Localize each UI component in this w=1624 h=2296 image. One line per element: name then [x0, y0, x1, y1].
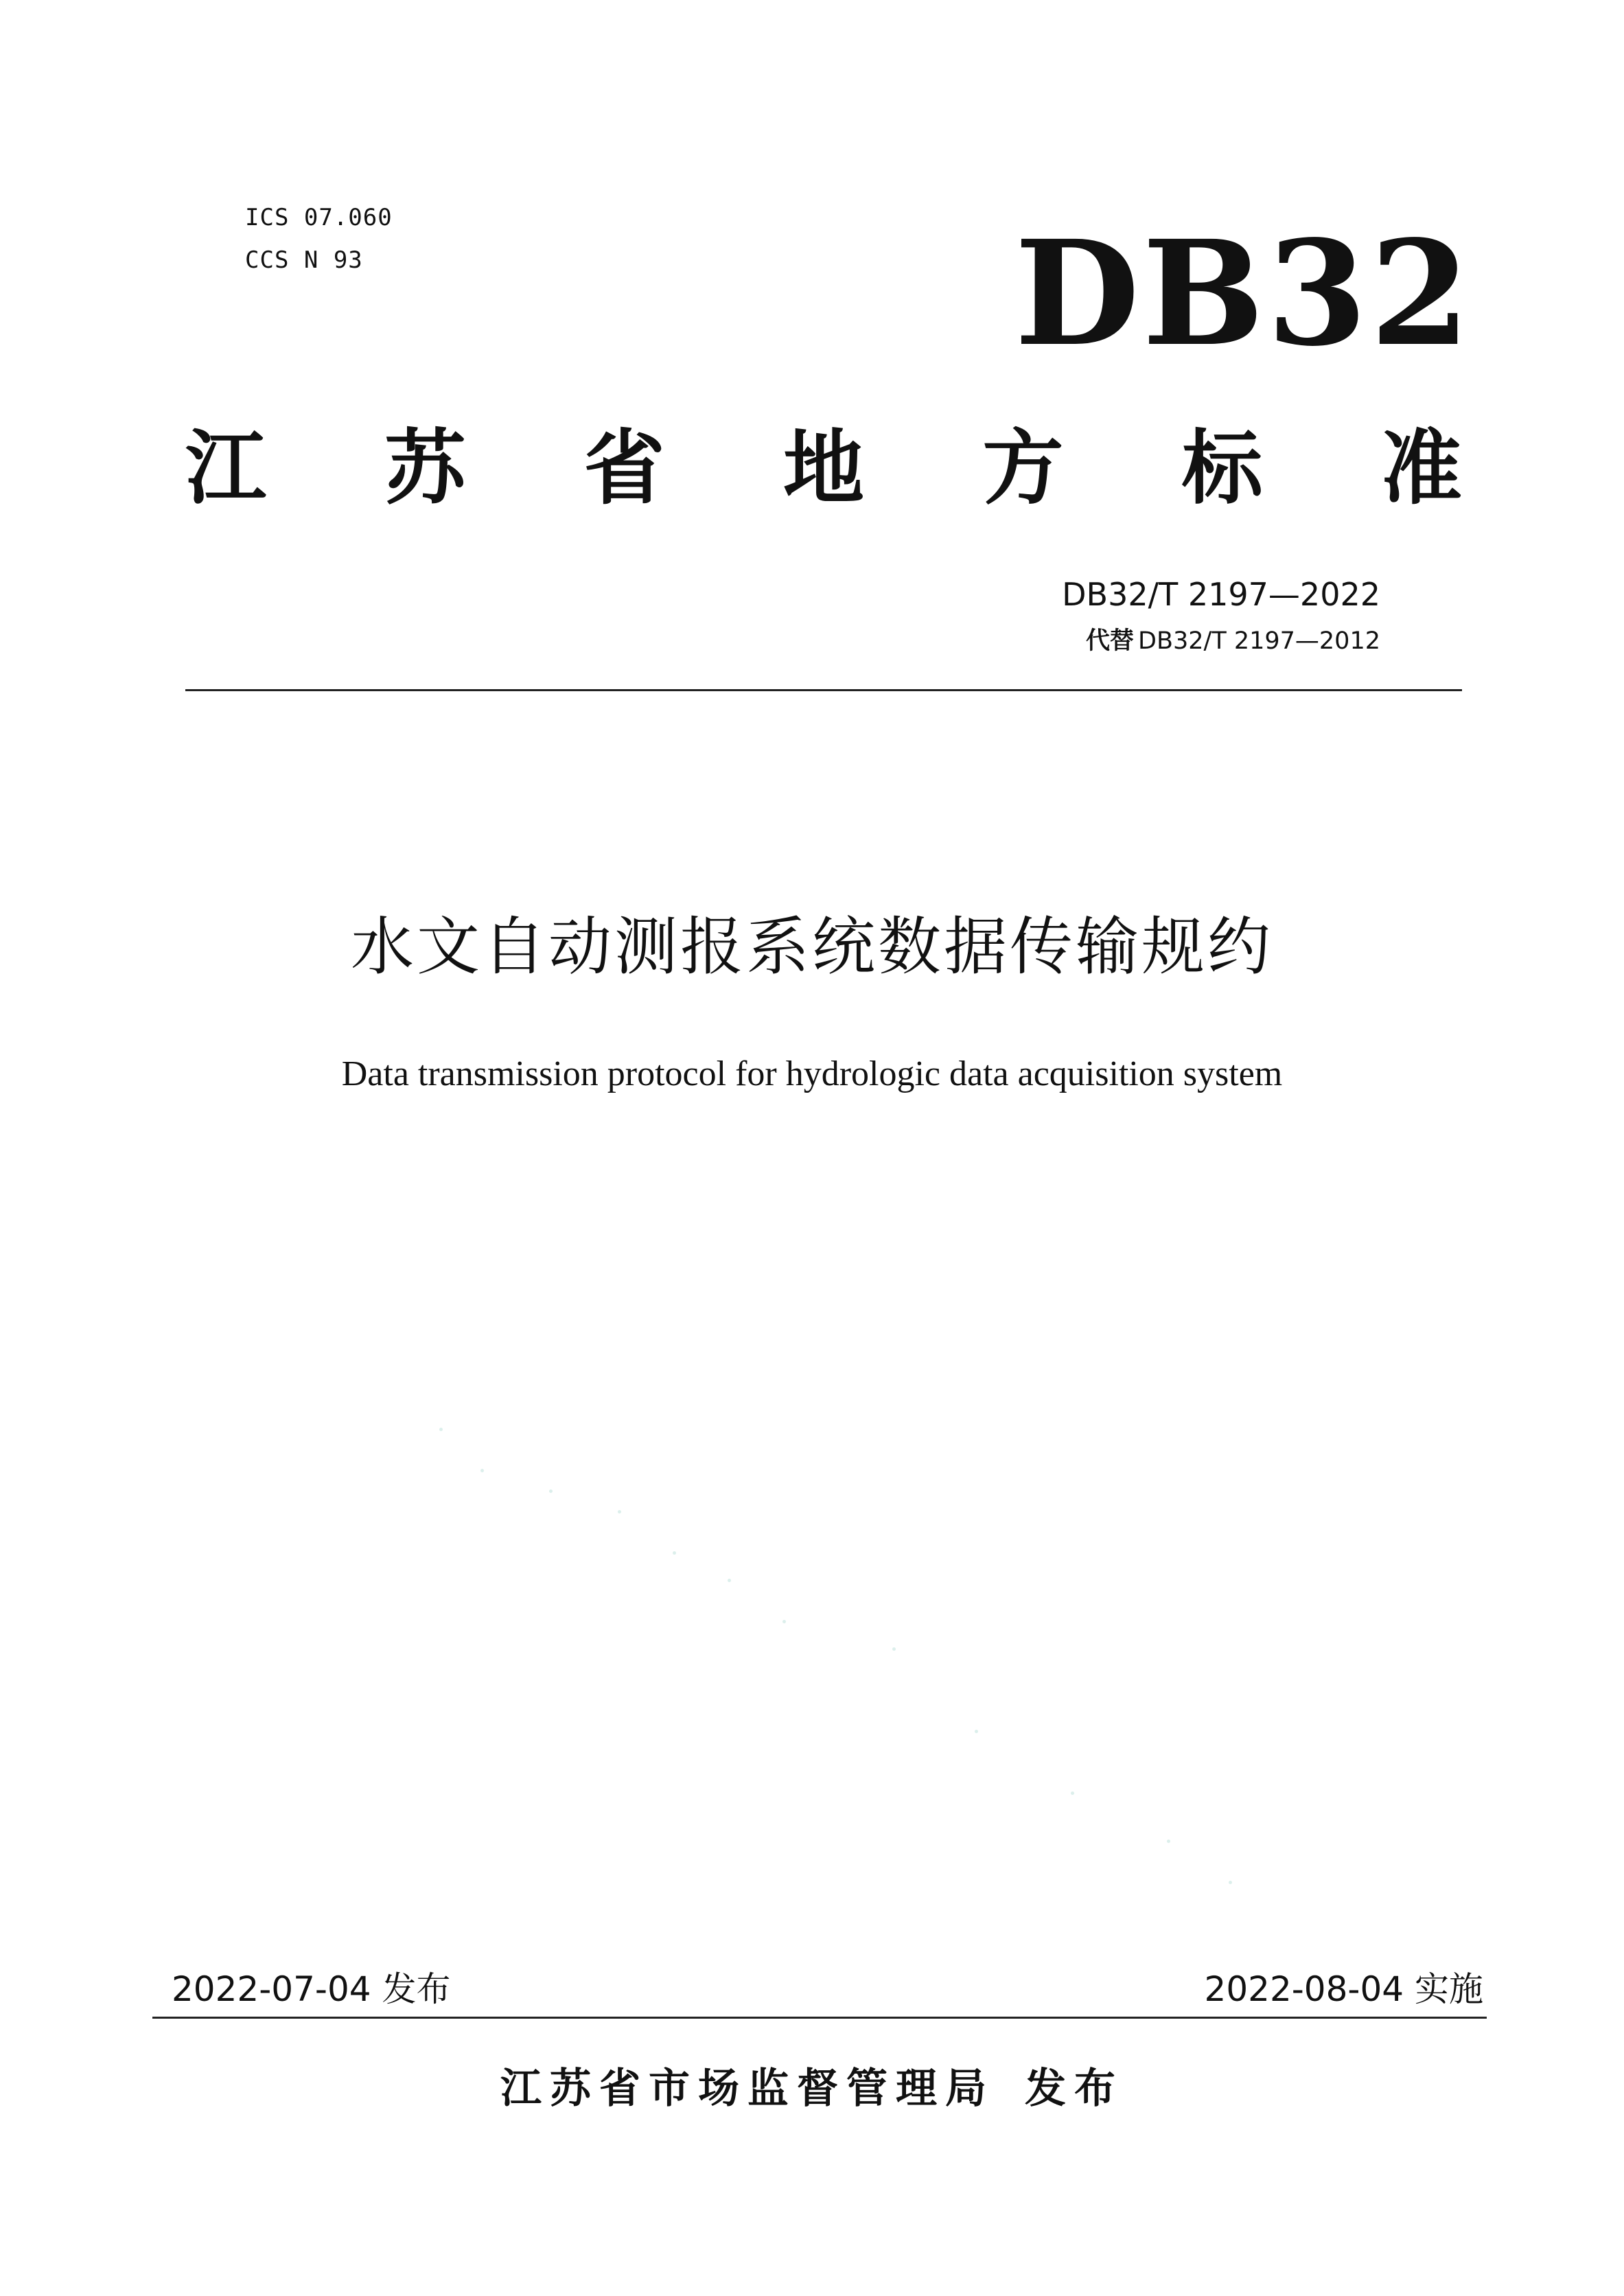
publish-date: 2022-07-04 发布 — [172, 1969, 451, 2009]
speck — [728, 1579, 731, 1582]
replaced-standard-number: DB32/T 2197—2012 — [1138, 627, 1380, 655]
replaces-line — [1086, 625, 1380, 658]
standard-type-char: 苏 — [384, 421, 466, 515]
effective-date: 2022-08-04 实施 — [1204, 1969, 1483, 2009]
standard-type-char: 标 — [1181, 421, 1263, 515]
speck — [1167, 1840, 1170, 1843]
standard-type-char: 方 — [982, 421, 1064, 515]
title-chinese: 水文自动测报系统数据传输规约 — [350, 910, 1273, 984]
ccs-code: CCS N 93 — [245, 246, 363, 274]
speck — [618, 1510, 621, 1514]
speck — [892, 1647, 896, 1651]
standard-number: DB32/T 2197—2022 — [1062, 576, 1380, 613]
speck — [439, 1428, 443, 1431]
speck — [480, 1469, 484, 1472]
speck — [1071, 1791, 1074, 1795]
speck — [975, 1730, 978, 1733]
title-english: Data transmission protocol for hydrologic data acquisition system — [341, 1054, 1283, 1093]
issuer-line — [0, 2059, 1624, 2118]
standard-type-char: 省 — [583, 421, 665, 515]
standard-mark: DB32 — [1014, 209, 1473, 378]
standard-type-heading — [185, 406, 1462, 516]
standard-type-char: 江 — [185, 421, 267, 515]
speck — [782, 1620, 786, 1623]
replaces-label: 代替 — [1086, 627, 1135, 655]
speck — [1229, 1881, 1232, 1884]
header-divider — [185, 689, 1462, 691]
ics-code: ICS 07.060 — [245, 204, 393, 231]
footer-divider — [152, 2017, 1487, 2019]
issuing-authority: 江苏省市场监督管理局 — [500, 2065, 995, 2113]
standard-type-char: 准 — [1380, 421, 1462, 515]
speck — [673, 1551, 676, 1555]
issue-action: 发布 — [1025, 2065, 1124, 2113]
standard-type-char: 地 — [782, 421, 864, 515]
speck — [549, 1489, 553, 1493]
